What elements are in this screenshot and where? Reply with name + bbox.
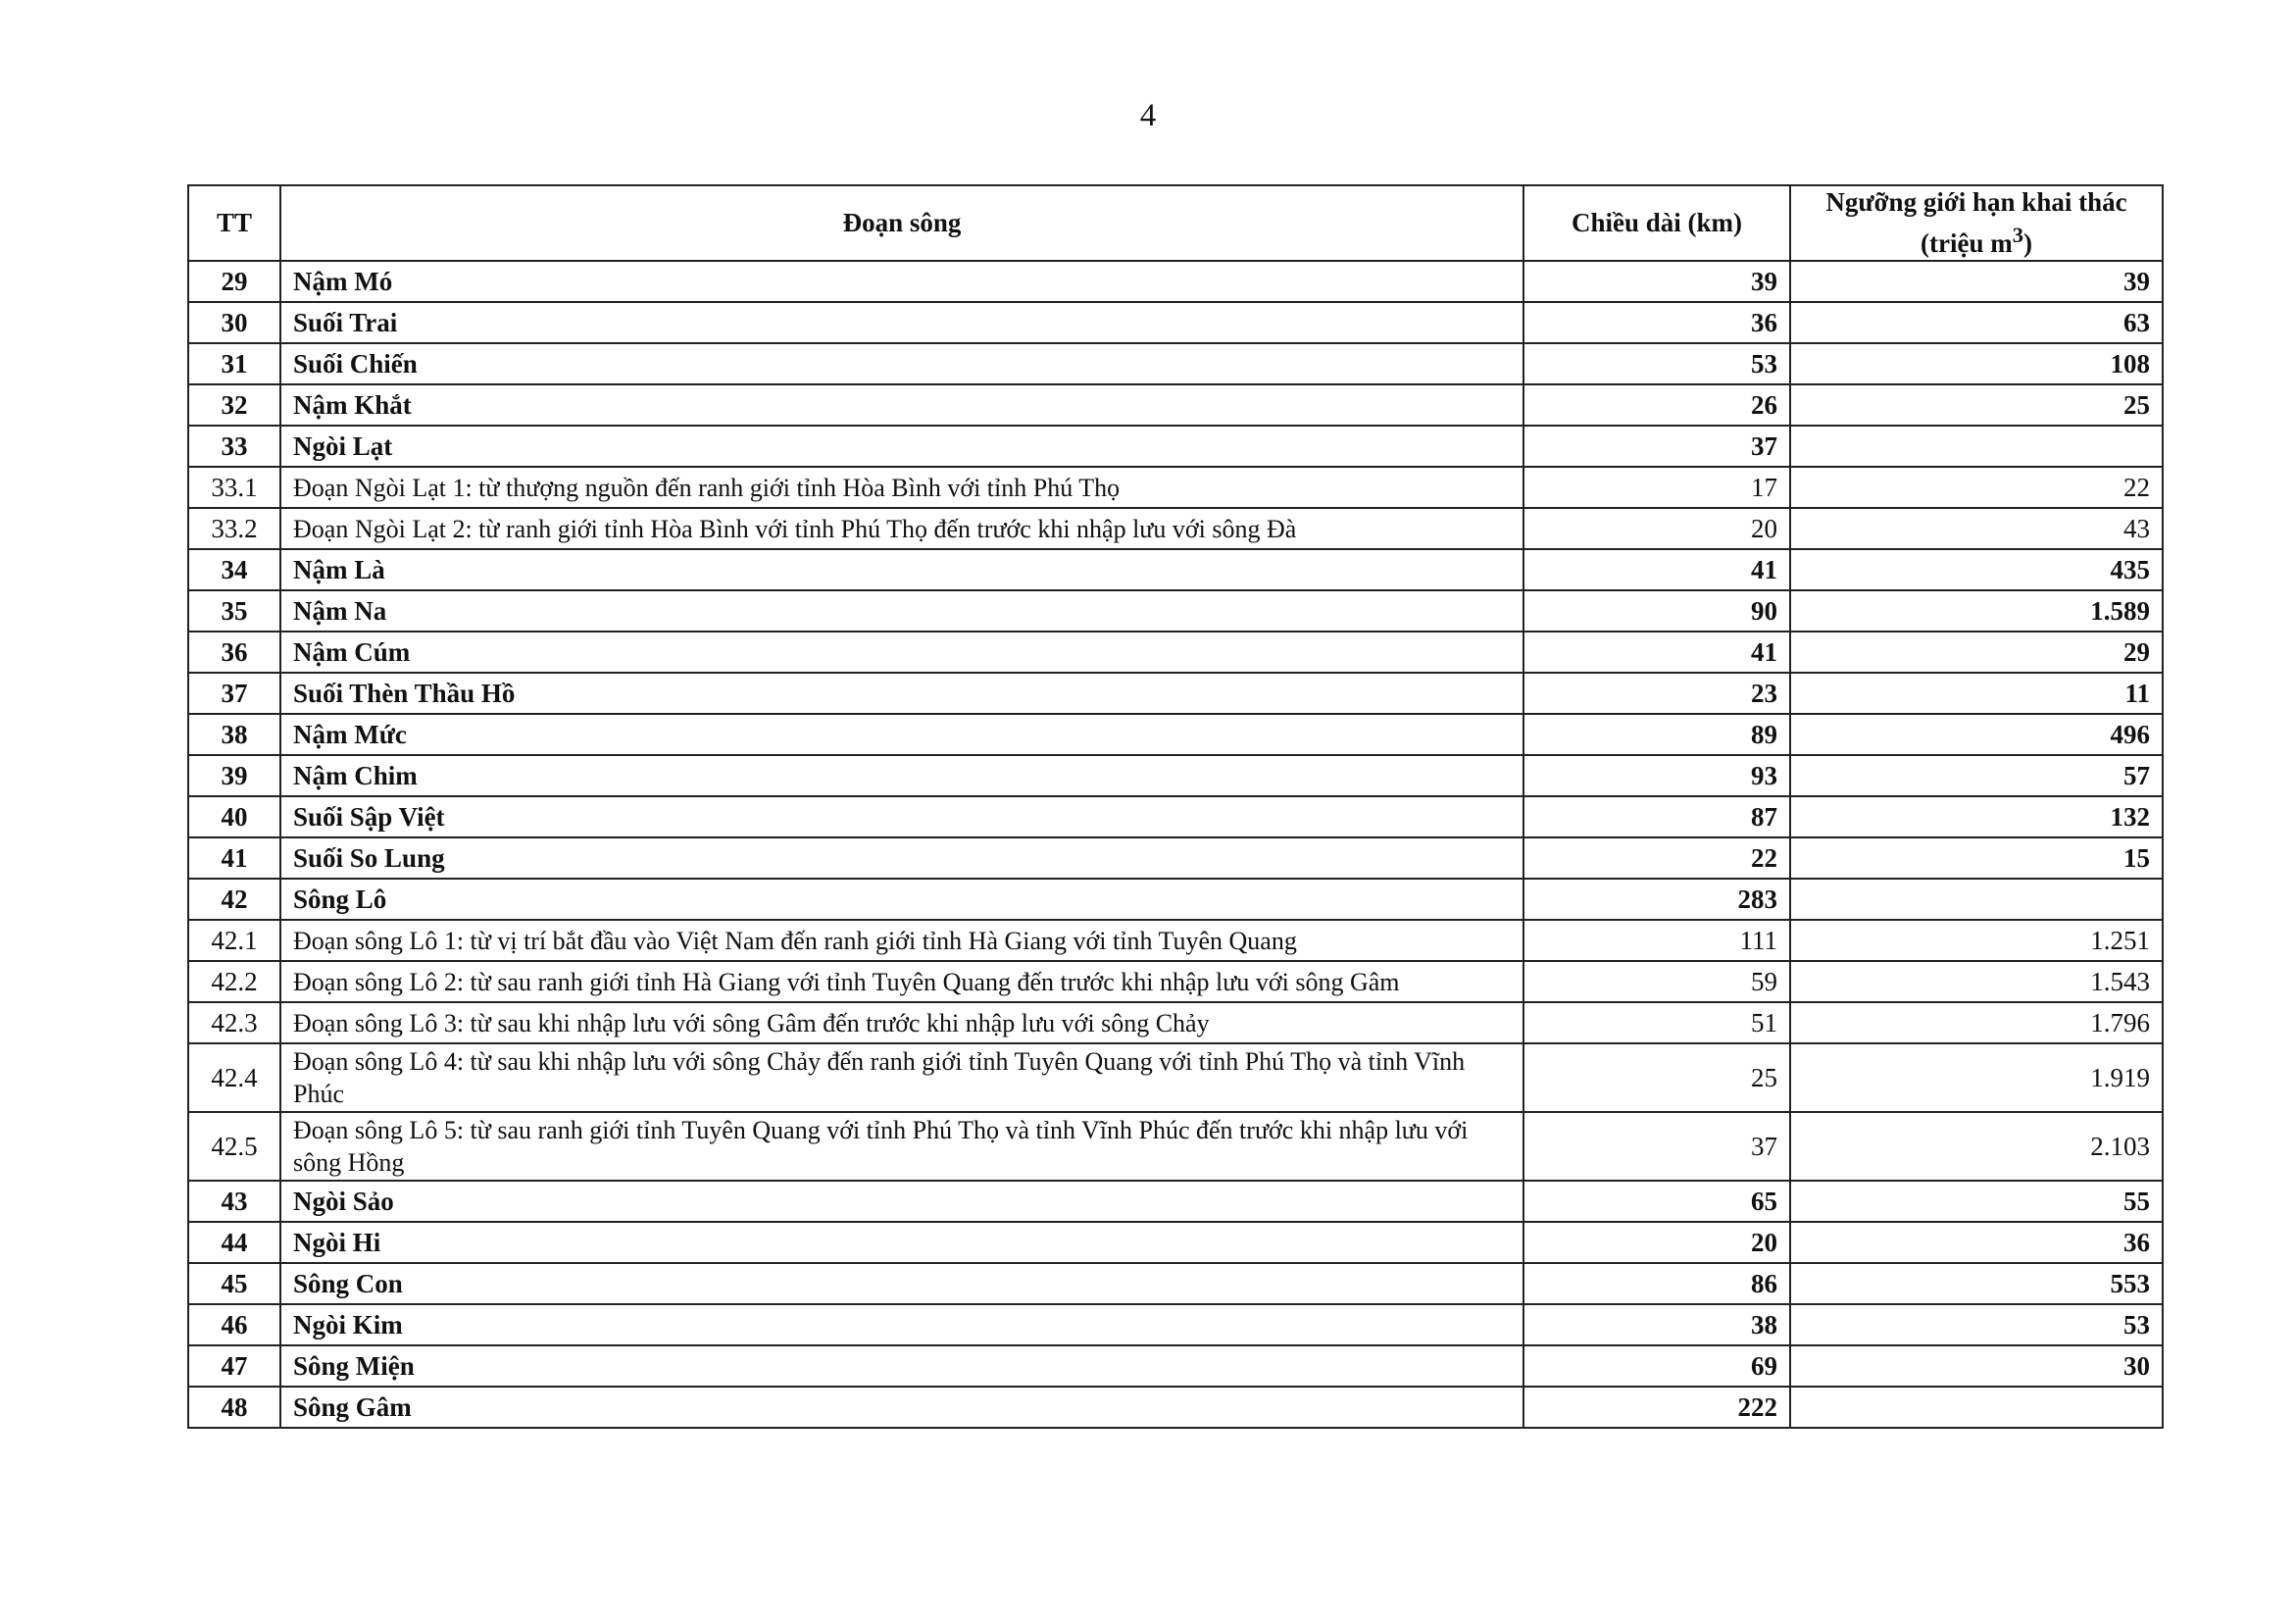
table-row xyxy=(188,755,2163,796)
river-threshold-table xyxy=(187,184,2164,1429)
row-tt-cell: 38 xyxy=(188,714,280,755)
table-row xyxy=(188,837,2163,879)
row-length-cell: 39 xyxy=(1523,261,1790,302)
page-number: 4 xyxy=(1139,98,1157,133)
row-tt-cell: 45 xyxy=(188,1263,280,1304)
row-river-section-cell: Nậm Cúm xyxy=(280,632,1523,673)
row-length-cell: 111 xyxy=(1523,920,1790,961)
row-tt-cell: 42.3 xyxy=(188,1002,280,1043)
row-length-cell: 17 xyxy=(1523,467,1790,508)
table-row xyxy=(188,1263,2163,1304)
row-river-section-cell: Suối Thèn Thầu Hồ xyxy=(280,673,1523,714)
row-river-section-cell: Nậm Chim xyxy=(280,755,1523,796)
row-length-cell: 22 xyxy=(1523,837,1790,879)
table-row xyxy=(188,1112,2163,1181)
table-row xyxy=(188,673,2163,714)
row-limit-cell: 30 xyxy=(1790,1345,2163,1387)
row-length-cell: 36 xyxy=(1523,302,1790,343)
row-length-cell: 69 xyxy=(1523,1345,1790,1387)
row-river-section-cell: Ngòi Sảo xyxy=(280,1181,1523,1222)
row-river-section-cell: Sông Gâm xyxy=(280,1387,1523,1428)
row-limit-cell: 25 xyxy=(1790,384,2163,426)
row-river-section-cell: Suối Chiến xyxy=(280,343,1523,384)
row-limit-cell: 63 xyxy=(1790,302,2163,343)
header-river-section: Đoạn sông xyxy=(280,185,1523,261)
table-row xyxy=(188,549,2163,590)
row-river-section-cell: Suối Sập Việt xyxy=(280,796,1523,837)
row-limit-cell: 435 xyxy=(1790,549,2163,590)
row-limit-cell: 496 xyxy=(1790,714,2163,755)
row-river-section-cell: Ngòi Kim xyxy=(280,1304,1523,1345)
row-river-section-cell: Sông Con xyxy=(280,1263,1523,1304)
row-length-cell: 222 xyxy=(1523,1387,1790,1428)
row-tt-cell: 33.2 xyxy=(188,508,280,549)
row-length-cell: 89 xyxy=(1523,714,1790,755)
table-row xyxy=(188,796,2163,837)
row-tt-cell: 37 xyxy=(188,673,280,714)
row-tt-cell: 39 xyxy=(188,755,280,796)
row-length-cell: 20 xyxy=(1523,1222,1790,1263)
row-river-section-cell: Nậm Mó xyxy=(280,261,1523,302)
table-row xyxy=(188,343,2163,384)
row-tt-cell: 42.5 xyxy=(188,1112,280,1181)
row-length-cell: 93 xyxy=(1523,755,1790,796)
row-length-cell: 87 xyxy=(1523,796,1790,837)
row-limit-cell: 43 xyxy=(1790,508,2163,549)
row-limit-cell: 15 xyxy=(1790,837,2163,879)
row-tt-cell: 42.1 xyxy=(188,920,280,961)
header-tt: TT xyxy=(188,185,280,261)
row-river-section-cell: Đoạn Ngòi Lạt 1: từ thượng nguồn đến ranh giới tỉnh Hòa Bình với tỉnh Phú Thọ xyxy=(280,467,1523,508)
row-limit-cell: 36 xyxy=(1790,1222,2163,1263)
row-length-cell: 86 xyxy=(1523,1263,1790,1304)
row-river-section-cell: Ngòi Hi xyxy=(280,1222,1523,1263)
row-limit-cell: 22 xyxy=(1790,467,2163,508)
row-limit-cell: 39 xyxy=(1790,261,2163,302)
row-tt-cell: 35 xyxy=(188,590,280,632)
row-limit-cell: 1.543 xyxy=(1790,961,2163,1002)
row-length-cell: 41 xyxy=(1523,549,1790,590)
table-row xyxy=(188,302,2163,343)
row-length-cell: 23 xyxy=(1523,673,1790,714)
row-river-section-cell: Nậm Khắt xyxy=(280,384,1523,426)
table-row xyxy=(188,467,2163,508)
row-river-section-cell: Suối Trai xyxy=(280,302,1523,343)
row-length-cell: 37 xyxy=(1523,426,1790,467)
row-river-section-cell: Đoạn Ngòi Lạt 2: từ ranh giới tỉnh Hòa Bình với tỉnh Phú Thọ đến trước khi nhập lưu với sông Đà xyxy=(280,508,1523,549)
row-limit-cell: 1.796 xyxy=(1790,1002,2163,1043)
row-limit-cell: 1.251 xyxy=(1790,920,2163,961)
table-row xyxy=(188,1222,2163,1263)
header-limit-unit-suffix: ) xyxy=(2022,228,2032,258)
row-river-section-cell: Nậm Là xyxy=(280,549,1523,590)
header-limit-unit xyxy=(1921,223,2032,258)
table-row xyxy=(188,590,2163,632)
row-river-section-cell: Đoạn sông Lô 5: từ sau ranh giới tỉnh Tuyên Quang với tỉnh Phú Thọ và tỉnh Vĩnh Phúc đến trước khi nhập lưu với sông Hồng xyxy=(280,1112,1523,1181)
row-tt-cell: 42.4 xyxy=(188,1043,280,1112)
row-tt-cell: 33 xyxy=(188,426,280,467)
table-row xyxy=(188,632,2163,673)
table-row xyxy=(188,920,2163,961)
header-limit-unit-sup: 3 xyxy=(2012,223,2023,247)
row-tt-cell: 33.1 xyxy=(188,467,280,508)
row-tt-cell: 43 xyxy=(188,1181,280,1222)
row-limit-cell xyxy=(1790,426,2163,467)
table-row xyxy=(188,261,2163,302)
row-limit-cell: 132 xyxy=(1790,796,2163,837)
header-row xyxy=(188,185,2163,261)
row-tt-cell: 47 xyxy=(188,1345,280,1387)
row-length-cell: 37 xyxy=(1523,1112,1790,1181)
row-limit-cell xyxy=(1790,1387,2163,1428)
row-river-section-cell: Đoạn sông Lô 3: từ sau khi nhập lưu với sông Gâm đến trước khi nhập lưu với sông Chảy xyxy=(280,1002,1523,1043)
row-river-section-cell: Sông Lô xyxy=(280,879,1523,920)
row-tt-cell: 40 xyxy=(188,796,280,837)
table-row xyxy=(188,1345,2163,1387)
table-row xyxy=(188,1181,2163,1222)
row-tt-cell: 42.2 xyxy=(188,961,280,1002)
header-extraction-limit xyxy=(1790,185,2163,261)
row-river-section-cell: Nậm Mức xyxy=(280,714,1523,755)
table-row xyxy=(188,1387,2163,1428)
table-row xyxy=(188,508,2163,549)
row-limit-cell: 553 xyxy=(1790,1263,2163,1304)
row-tt-cell: 32 xyxy=(188,384,280,426)
row-length-cell: 65 xyxy=(1523,1181,1790,1222)
row-tt-cell: 29 xyxy=(188,261,280,302)
table-row xyxy=(188,714,2163,755)
table-row xyxy=(188,879,2163,920)
row-tt-cell: 44 xyxy=(188,1222,280,1263)
row-length-cell: 38 xyxy=(1523,1304,1790,1345)
table-row xyxy=(188,426,2163,467)
row-limit-cell: 53 xyxy=(1790,1304,2163,1345)
header-length: Chiều dài (km) xyxy=(1523,185,1790,261)
row-length-cell: 41 xyxy=(1523,632,1790,673)
table-row xyxy=(188,1043,2163,1112)
row-river-section-cell: Đoạn sông Lô 4: từ sau khi nhập lưu với sông Chảy đến ranh giới tỉnh Tuyên Quang với tỉnh Phú Thọ và tỉnh Vĩnh Phúc xyxy=(280,1043,1523,1112)
header-limit-unit-prefix: (triệu m xyxy=(1921,228,2013,258)
row-length-cell: 283 xyxy=(1523,879,1790,920)
row-length-cell: 26 xyxy=(1523,384,1790,426)
row-limit-cell: 2.103 xyxy=(1790,1112,2163,1181)
row-tt-cell: 48 xyxy=(188,1387,280,1428)
row-tt-cell: 42 xyxy=(188,879,280,920)
row-limit-cell: 55 xyxy=(1790,1181,2163,1222)
row-limit-cell: 29 xyxy=(1790,632,2163,673)
row-length-cell: 90 xyxy=(1523,590,1790,632)
header-limit-line1: Ngưỡng giới hạn khai thác xyxy=(1825,187,2127,217)
row-river-section-cell: Ngòi Lạt xyxy=(280,426,1523,467)
row-river-section-cell: Đoạn sông Lô 2: từ sau ranh giới tỉnh Hà Giang với tỉnh Tuyên Quang đến trước khi nhập lưu với sông Gâm xyxy=(280,961,1523,1002)
row-river-section-cell: Sông Miện xyxy=(280,1345,1523,1387)
table-row xyxy=(188,1304,2163,1345)
row-limit-cell: 11 xyxy=(1790,673,2163,714)
row-limit-cell: 1.919 xyxy=(1790,1043,2163,1112)
row-length-cell: 53 xyxy=(1523,343,1790,384)
row-tt-cell: 30 xyxy=(188,302,280,343)
table-row xyxy=(188,961,2163,1002)
row-length-cell: 25 xyxy=(1523,1043,1790,1112)
row-river-section-cell: Đoạn sông Lô 1: từ vị trí bắt đầu vào Việt Nam đến ranh giới tỉnh Hà Giang với tỉnh Tuyên Quang xyxy=(280,920,1523,961)
row-tt-cell: 46 xyxy=(188,1304,280,1345)
table-body xyxy=(188,261,2163,1428)
row-tt-cell: 41 xyxy=(188,837,280,879)
row-limit-cell xyxy=(1790,879,2163,920)
row-tt-cell: 31 xyxy=(188,343,280,384)
row-limit-cell: 108 xyxy=(1790,343,2163,384)
row-river-section-cell: Suối So Lung xyxy=(280,837,1523,879)
row-tt-cell: 36 xyxy=(188,632,280,673)
table-row xyxy=(188,1002,2163,1043)
row-limit-cell: 1.589 xyxy=(1790,590,2163,632)
row-length-cell: 20 xyxy=(1523,508,1790,549)
table-header xyxy=(188,185,2163,261)
table-row xyxy=(188,384,2163,426)
row-tt-cell: 34 xyxy=(188,549,280,590)
row-length-cell: 59 xyxy=(1523,961,1790,1002)
row-length-cell: 51 xyxy=(1523,1002,1790,1043)
row-river-section-cell: Nậm Na xyxy=(280,590,1523,632)
row-limit-cell: 57 xyxy=(1790,755,2163,796)
